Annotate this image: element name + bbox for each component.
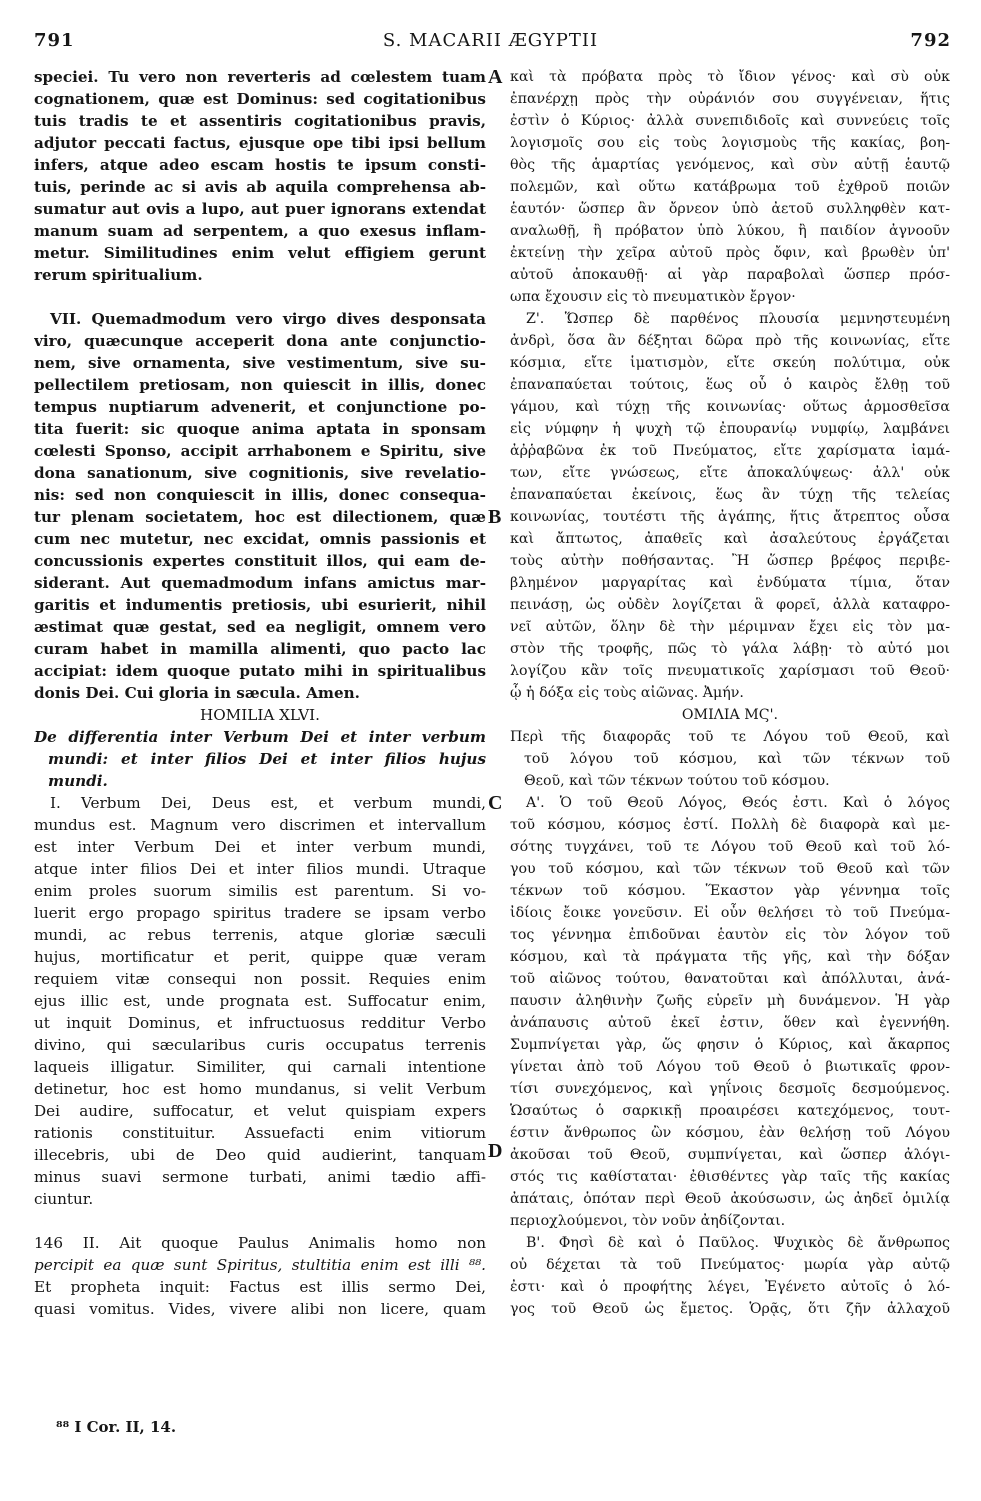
greek-text-line: Θεοῦ, καὶ τῶν τέκνων τούτου τοῦ κόσμου. bbox=[524, 773, 830, 789]
latin-column bbox=[34, 66, 486, 1320]
latin-text-line: speciei. Tu vero non reverteris ad cœlestem tuam bbox=[34, 68, 486, 86]
latin-text-line: divino, qui sæcularibus curis occupatus terrenis bbox=[34, 1036, 486, 1054]
latin-text-line: I. Verbum Dei, Deus est, et verbum mundi, bbox=[50, 794, 486, 812]
latin-text-line: requiem vitæ consequi non possit. Requies enim bbox=[34, 970, 486, 988]
latin-text-line: manum suam ad serpentem, a quo exesus inflam- bbox=[34, 222, 486, 240]
greek-text-line: Ὡσαύτως ὁ σαρκικῇ προαιρέσει κατεχόμενος, τουτ- bbox=[510, 1103, 950, 1119]
latin-text-line: est inter Verbum Dei et inter verbum mundi, bbox=[34, 838, 486, 856]
greek-text-line: ἐστὶν ὁ Κύριος· ἀλλὰ συνεπιδιδοῖς καὶ συννεύεις τοῖς bbox=[510, 113, 950, 129]
greek-text-line: ωπα ἔχουσιν εἰς τὸ πνευματικὸν ἔργον· bbox=[510, 289, 796, 305]
margin-letter-b: B bbox=[488, 506, 502, 528]
latin-text-line: rationis constituitur. Assuefacti enim vitiorum bbox=[34, 1124, 486, 1142]
latin-text-line: quasi vomitus. Vides, vivere alibi non licere, quam bbox=[34, 1300, 486, 1318]
greek-text-line: περιοχλούμενοι, τὸν νοῦν ἀηδίζονται. bbox=[510, 1213, 786, 1229]
greek-text-line: ἰδίοις ἔοικε γονεῦσιν. Εἰ οὖν θελήσει τὸ τοῦ Πνεύμα- bbox=[510, 905, 950, 921]
latin-text-line: cognationem, quæ est Dominus: sed cogitationibus bbox=[34, 90, 486, 108]
margin-letter-c: C bbox=[488, 792, 503, 814]
latin-text-line: mundus est. Magnum vero discrimen et intervallum bbox=[34, 816, 486, 834]
latin-paragraph-gap bbox=[34, 1210, 486, 1232]
latin-text-line: luerit ergo propago spiritus tradere se ipsam verbo bbox=[34, 904, 486, 922]
greek-text-line: ἀνδρὶ, ὅσα ἂν δέξηται δῶρα πρὸ τῆς κοινωνίας, εἴτε bbox=[510, 333, 950, 349]
greek-text-line: των, εἴτε γνώσεως, εἴτε ἀποκαλύψεως· ἀλλ' οὐκ bbox=[510, 465, 950, 481]
latin-text-line: curam habet in mamilla alimenti, quo pacto lac bbox=[34, 640, 486, 658]
greek-text-line: γου τοῦ κόσμου, καὶ τῶν τέκνων τοῦ Θεοῦ καὶ τῶν bbox=[510, 861, 950, 877]
greek-text-line: τίσι συνεχόμενος, καὶ γηΐνοις δεσμοῖς δεσμούμενος. bbox=[510, 1081, 950, 1097]
latin-text-line: pellectilem pretiosam, non quiescit in illis, donec bbox=[34, 376, 486, 394]
latin-text-line: HOMILIA XLVI. bbox=[199, 706, 320, 724]
page-number-left: 791 bbox=[34, 30, 75, 51]
latin-text-line: mundi, ac rebus terrenis, atque gloriæ sæculi bbox=[34, 926, 486, 944]
latin-text-line: enim proles suorum similis est parentum. Si vo- bbox=[34, 882, 486, 900]
greek-text-line: λογίζου κἂν τοῖς πνευματικοῖς χαρίσμασι τοῦ Θεοῦ· bbox=[510, 663, 950, 679]
greek-text-line: ἐκτείνῃ τὴν χεῖρα αὐτοῦ πρὸς ὄφιν, καὶ βρωθὲν ὑπ' bbox=[510, 245, 950, 261]
greek-text-line: ἐστι· καὶ ὁ προφήτης λέγει, Ἐγένετο αὐτοῖς ὁ λό- bbox=[510, 1279, 950, 1295]
latin-text-line: ejus illic est, unde prognata est. Suffocatur enim, bbox=[34, 992, 486, 1010]
latin-text-line: metur. Similitudines enim velut effigiem gerunt bbox=[34, 244, 486, 262]
greek-text-line: ἀπάταις, ὁπόταν περὶ Θεοῦ ἀκούσωσιν, ὡς ἀηδεῖ ὁμιλίᾳ bbox=[510, 1191, 950, 1207]
latin-text-line: detinetur, hoc est homo mundanus, si velit Verbum bbox=[34, 1080, 486, 1098]
latin-text-line: percipit ea quæ sunt Spiritus, stultitia enim est illi ⁸⁸. bbox=[34, 1256, 486, 1274]
greek-text-line: παυσιν ἀληθινὴν ζωῆς εὑρεῖν μὴ δυνάμενον. Ἡ γὰρ bbox=[510, 993, 950, 1009]
latin-text-line: viro, quæcunque acceperit dona ante conjunctio- bbox=[34, 332, 486, 350]
greek-text-line: ἀκοῦσαι τοῦ Θεοῦ, συμπνίγεται, καὶ ὥσπερ ἀλόγι- bbox=[510, 1147, 950, 1163]
greek-text-line: τοῦ αἰῶνος τούτου, θανατοῦται καὶ ἀπόλλυται, ἀνά- bbox=[510, 971, 950, 987]
latin-text-line: minus suavi sermone turbati, animi tædio affi- bbox=[34, 1168, 486, 1186]
greek-text-line: καὶ τὰ πρόβατα πρὸς τὸ ἴδιον γένος· καὶ σὺ οὐκ bbox=[510, 69, 950, 85]
margin-letter-d: D bbox=[488, 1140, 503, 1162]
latin-text-line: VII. Quemadmodum vero virgo dives desponsata bbox=[50, 310, 486, 328]
greek-text-line: πεινάσῃ, ὡς οὐδὲν λογίζεται ἃ φορεῖ, ἀλλὰ καταφρο- bbox=[510, 597, 950, 613]
latin-text-line: mundi. bbox=[48, 772, 108, 790]
greek-text-line: γάμου, καὶ τύχῃ τῆς κοινωνίας· οὕτως ἁρμοσθεῖσα bbox=[510, 399, 950, 415]
greek-text-line: εἰς νύμφην ἡ ψυχὴ τῷ ἐπουρανίῳ νυμφίῳ, λαμβάνει bbox=[510, 421, 950, 437]
greek-text-line: γος τοῦ Θεοῦ ὡς ἔμετος. Ὁρᾷς, ὅτι ζῆν ἀλλαχοῦ bbox=[510, 1301, 950, 1317]
running-header bbox=[0, 30, 981, 60]
latin-text-line: concussionis expertes constituit illos, qui eam de- bbox=[34, 552, 486, 570]
greek-text-line: γίνεται ἀπὸ τοῦ Λόγου τοῦ Θεοῦ ὁ βιωτικαῖς φρον- bbox=[510, 1059, 950, 1075]
greek-text-line: αναλωθῇ, ἢ πρόβατον ὑπὸ λύκου, ἢ παιδίον ἀγνοοῦν bbox=[510, 223, 950, 239]
latin-text-line: illecebris, ubi de Deo quid audierint, tanquam bbox=[34, 1146, 486, 1164]
latin-text-line: donis Dei. Cui gloria in sæcula. Amen. bbox=[34, 684, 360, 702]
greek-text-line: βλημένον μαργαρίτας καὶ ἐνδύματα τίμια, ὅταν bbox=[510, 575, 950, 591]
greek-text-line: νεῖ αὐτῶν, ὅλην δὲ τὴν μέριμναν ἔχει εἰς τὸν μα- bbox=[510, 619, 950, 635]
latin-paragraph-gap bbox=[34, 286, 486, 308]
latin-text-line: infers, atque adeo escam hostis te ipsum consti- bbox=[34, 156, 486, 174]
greek-text-line: ἑαυτόν· ὥσπερ ἂν ὄρνεον ὑπὸ ἀετοῦ συλληφθὲν κατ- bbox=[510, 201, 950, 217]
greek-text-line: ἀῤῥαβῶνα ἐκ τοῦ Πνεύματος, εἴτε χαρίσματα ἰαμά- bbox=[510, 443, 950, 459]
latin-text-line: 146 II. Ait quoque Paulus Animalis homo non bbox=[34, 1234, 486, 1252]
greek-text-line: τοῦ λόγου τοῦ κόσμου, καὶ τῶν τέκνων τοῦ bbox=[524, 751, 950, 767]
greek-text-line: Α'. Ὁ τοῦ Θεοῦ Λόγος, Θεός ἐστι. Καὶ ὁ λόγος bbox=[526, 795, 950, 811]
latin-text-line: nem, sive ornamenta, sive vestimentum, sive su- bbox=[34, 354, 486, 372]
page-number-right: 792 bbox=[910, 30, 951, 51]
greek-text-line: Περὶ τῆς διαφορᾶς τοῦ τε Λόγου τοῦ Θεοῦ, καὶ bbox=[510, 729, 950, 745]
latin-text-line: De differentia inter Verbum Dei et inter verbum bbox=[34, 728, 486, 746]
footnote: ⁸⁸ I Cor. II, 14. bbox=[56, 1418, 177, 1436]
greek-text-line: Ζ'. Ὥσπερ δὲ παρθένος πλουσία μεμνηστευμένη bbox=[526, 311, 950, 327]
greek-text-line: Συμπνίγεται γὰρ, ὥς φησιν ὁ Κύριος, καὶ ἄκαρπος bbox=[510, 1037, 950, 1053]
greek-text-line: τέκνων τοῦ κόσμου. Ἕκαστον γὰρ γέννημα τοῖς bbox=[510, 883, 950, 899]
greek-text-line: τος γέννημα ἐπιδοῦναι ἑαυτὸν εἰς τὸν λόγον τοῦ bbox=[510, 927, 950, 943]
greek-text-line: σότης τυγχάνει, τοῦ τε Λόγου τοῦ Θεοῦ καὶ τοῦ λό- bbox=[510, 839, 950, 855]
latin-text-line: æstimat quæ gestat, sed ea negligit, omnem vero bbox=[34, 618, 486, 636]
latin-text-line: mundi: et inter filios Dei et inter filios hujus bbox=[48, 750, 486, 768]
greek-text-line: τοῦ κόσμου, κόσμος ἐστί. Πολλὴ δὲ διαφορὰ καὶ με- bbox=[510, 817, 950, 833]
greek-text-line: κόσμια, εἴτε ἱματισμὸν, εἴτε σκεύη πολύτιμα, οὐκ bbox=[510, 355, 950, 371]
latin-text-line: tuis tradis te et assentiris cogitationibus pravis, bbox=[34, 112, 486, 130]
greek-text-line: αὐτοῦ ἀποκαυθῇ· αἱ γὰρ παραβολαὶ ὥσπερ πρόσ- bbox=[510, 267, 950, 283]
latin-text-line: ciuntur. bbox=[34, 1190, 94, 1208]
greek-column bbox=[510, 66, 950, 1320]
greek-text-line: Β'. Φησὶ δὲ καὶ ὁ Παῦλος. Ψυχικὸς δὲ ἄνθρωπος bbox=[526, 1235, 950, 1251]
latin-text-line: adjutor peccati factus, ejusque ope tibi ipsi bellum bbox=[34, 134, 486, 152]
greek-text-line: ἐπανέρχῃ πρὸς τὴν οὐράνιόν σου συγγένειαν, ἥτις bbox=[510, 91, 950, 107]
greek-text-line: στός τις καθίσταται· ἐθισθέντες γὰρ ταῖς τῆς κακίας bbox=[510, 1169, 950, 1185]
greek-text-line: τοὺς αὐτὴν ποθήσαντας. Ἢ ὥσπερ βρέφος περιβε- bbox=[510, 553, 950, 569]
latin-text-line: Dei audire, suffocatur, et velut quispiam expers bbox=[34, 1102, 486, 1120]
greek-text-line: κοινωνίας, τουτέστι τῆς ἀγάπης, ἥτις ἄτρεπτος οὖσα bbox=[510, 509, 950, 525]
margin-letter-a: A bbox=[488, 66, 503, 88]
latin-text-line: garitis et indumentis pretiosis, ubi esurierit, nihil bbox=[34, 596, 486, 614]
greek-text-line: ΟΜΙΛΙΑ ΜϚ'. bbox=[681, 707, 779, 723]
latin-text-line: tita fuerit: sic quoque anima aptata in sponsam bbox=[34, 420, 486, 438]
greek-text-line: ἀνάπαυσις αὐτοῦ ἐκεῖ ἐστιν, ὅθεν καὶ ἐγεννήθη. bbox=[510, 1015, 950, 1031]
greek-text-line: καὶ ἄπτωτος, ἀπαθεῖς καὶ ἀσαλεύτους ἐργάζεται bbox=[510, 531, 950, 547]
latin-text-line: rerum spiritualium. bbox=[34, 266, 203, 284]
greek-text-line: στὸν τῆς τροφῆς, πῶς τὸ γάλα λάβῃ· τὸ αὐτό μοι bbox=[510, 641, 950, 657]
latin-text-line: Et propheta inquit: Factus est illis sermo Dei, bbox=[34, 1278, 486, 1296]
greek-text-line: οὐ δέχεται τὰ τοῦ Πνεύματος· μωρία γὰρ αὐτῷ bbox=[510, 1257, 950, 1273]
latin-text-line: tur plenam societatem, hoc est dilectionem, quæ bbox=[34, 508, 486, 526]
latin-text-line: tuis, perinde ac si avis ab aquila comprehensa ab- bbox=[34, 178, 486, 196]
latin-text-line: nis: sed non conquiescit in illis, donec consequa- bbox=[34, 486, 486, 504]
greek-text-line: ἐπαναπαύεται τούτοις, ἕως οὗ ὁ καιρὸς ἔλθῃ τοῦ bbox=[510, 377, 950, 393]
greek-text-line: θὸς τῆς ἁμαρτίας γενόμενος, καὶ σὺν αὐτῇ ἑαυτῷ bbox=[510, 157, 950, 173]
running-title: S. MACARII ÆGYPTII bbox=[382, 30, 599, 51]
latin-text-line: ut inquit Dominus, et infructuosus redditur Verbo bbox=[34, 1014, 486, 1032]
latin-text-line: sumatur aut ovis a lupo, aut puer ignorans extendat bbox=[34, 200, 486, 218]
latin-text-line: dona sanationum, sive cognitionis, sive revelatio- bbox=[34, 464, 486, 482]
latin-text-line: accipiat: idem quoque putato mihi in spiritualibus bbox=[34, 662, 486, 680]
greek-text-line: κόσμου, καὶ τὰ πράγματα τῆς γῆς, καὶ τὴν δόξαν bbox=[510, 949, 950, 965]
latin-text-line: hujus, mortificatur et perit, quippe quæ veram bbox=[34, 948, 486, 966]
greek-text-line: λογισμοῖς σου εἰς τοὺς λογισμοὺς τῆς κακίας, βοη- bbox=[510, 135, 950, 151]
latin-text-line: cum nec mutetur, nec excidat, omnis passionis et bbox=[34, 530, 486, 548]
greek-text-line: ᾧ ἡ δόξα εἰς τοὺς αἰῶνας. Ἀμήν. bbox=[510, 685, 744, 701]
latin-text-line: cœlesti Sponso, accipit arrhabonem e Spiritu, sive bbox=[34, 442, 486, 460]
latin-text-line: laqueis illigatur. Similiter, qui carnali intentione bbox=[34, 1058, 486, 1076]
latin-text-line: tempus nuptiarum advenerit, et conjunctione po- bbox=[34, 398, 486, 416]
latin-text-line: atque inter filios Dei et inter filios mundi. Utraque bbox=[34, 860, 486, 878]
greek-text-line: έστιν ἄνθρωπος ὢν κόσμου, ἐὰν θελήσῃ τοῦ Λόγου bbox=[510, 1125, 950, 1141]
greek-text-line: ἐπαναπαύεται ἐκείνοις, ἕως ἂν τύχῃ τῆς τελείας bbox=[510, 487, 950, 503]
greek-text-line: πολεμῶν, καὶ οὕτω κατάβρωμα τοῦ ἐχθροῦ ποιῶν bbox=[510, 179, 950, 195]
latin-text-line: siderant. Aut quemadmodum infans amictus mar- bbox=[34, 574, 486, 592]
